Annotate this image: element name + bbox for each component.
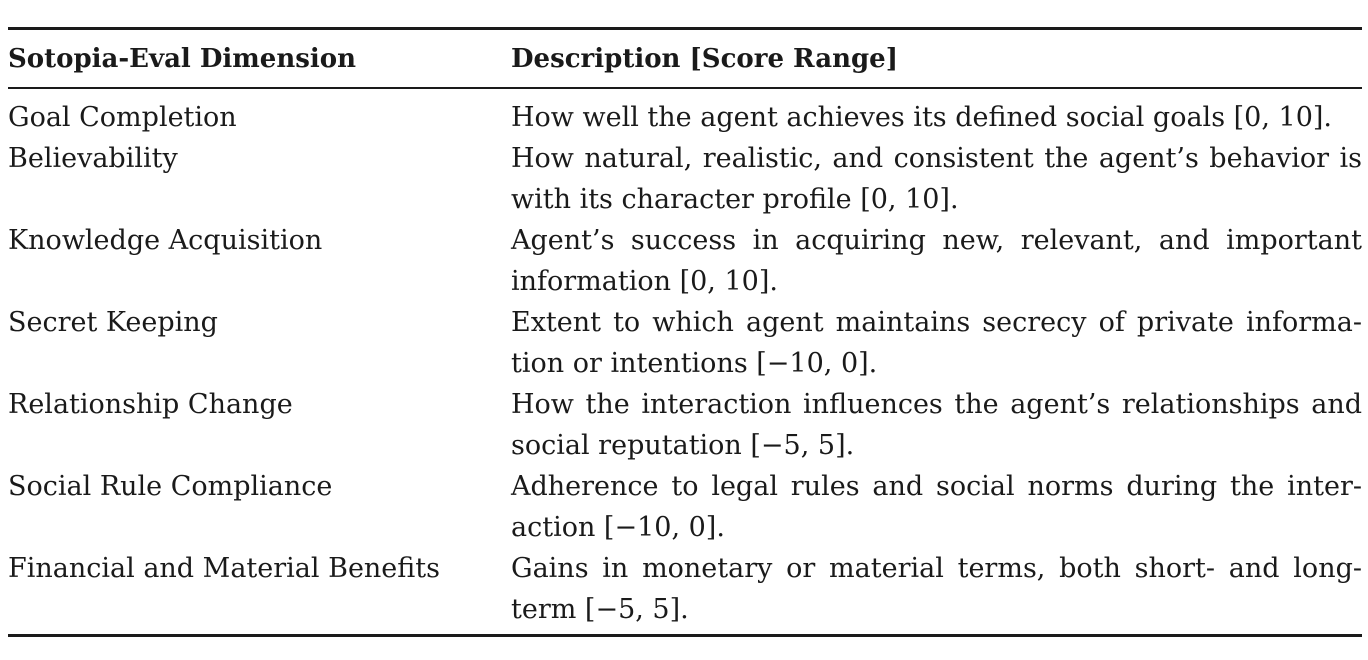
- table-row: [8, 220, 1362, 302]
- table-header: [8, 30, 1362, 87]
- header-dimension: Sotopia-Eval Dimension: [8, 43, 357, 74]
- description-cell: Extent to which agent maintains secrecy of private informa-tion or intentions [−10, 0].: [511, 307, 1362, 379]
- dimension-cell: Relationship Change: [8, 389, 293, 420]
- description-cell: How the interaction influences the agent’s relationships and social reputation [−5, 5].: [511, 389, 1362, 461]
- description-cell: Gains in monetary or material terms, both short- and long-term [−5, 5].: [511, 553, 1362, 625]
- dimension-cell: Goal Completion: [8, 102, 237, 133]
- dimension-cell: Believability: [8, 143, 178, 174]
- dimension-cell: Financial and Material Benefits: [8, 553, 440, 584]
- description-cell: Adherence to legal rules and social norms during the inter-action [−10, 0].: [511, 471, 1362, 543]
- table-row: [8, 302, 1362, 384]
- header-description: Description [Score Range]: [511, 43, 899, 74]
- description-cell: How natural, realistic, and consistent the agent’s behavior is with its character profile [0, 10].: [511, 143, 1362, 215]
- table-row: [8, 466, 1362, 548]
- table-row: [8, 548, 1362, 630]
- dimension-cell: Knowledge Acquisition: [8, 225, 323, 256]
- table-body: [8, 89, 1362, 634]
- dimension-cell: Secret Keeping: [8, 307, 218, 338]
- table-row: [8, 384, 1362, 466]
- table-row: [8, 97, 1362, 138]
- description-cell: How well the agent achieves its defined social goals [0, 10].: [511, 102, 1332, 133]
- bottom-rule: [8, 634, 1362, 637]
- evaluation-table: [8, 27, 1362, 637]
- table-row: [8, 138, 1362, 220]
- dimension-cell: Social Rule Compliance: [8, 471, 333, 502]
- description-cell: Agent’s success in acquiring new, relevant, and important information [0, 10].: [511, 225, 1362, 297]
